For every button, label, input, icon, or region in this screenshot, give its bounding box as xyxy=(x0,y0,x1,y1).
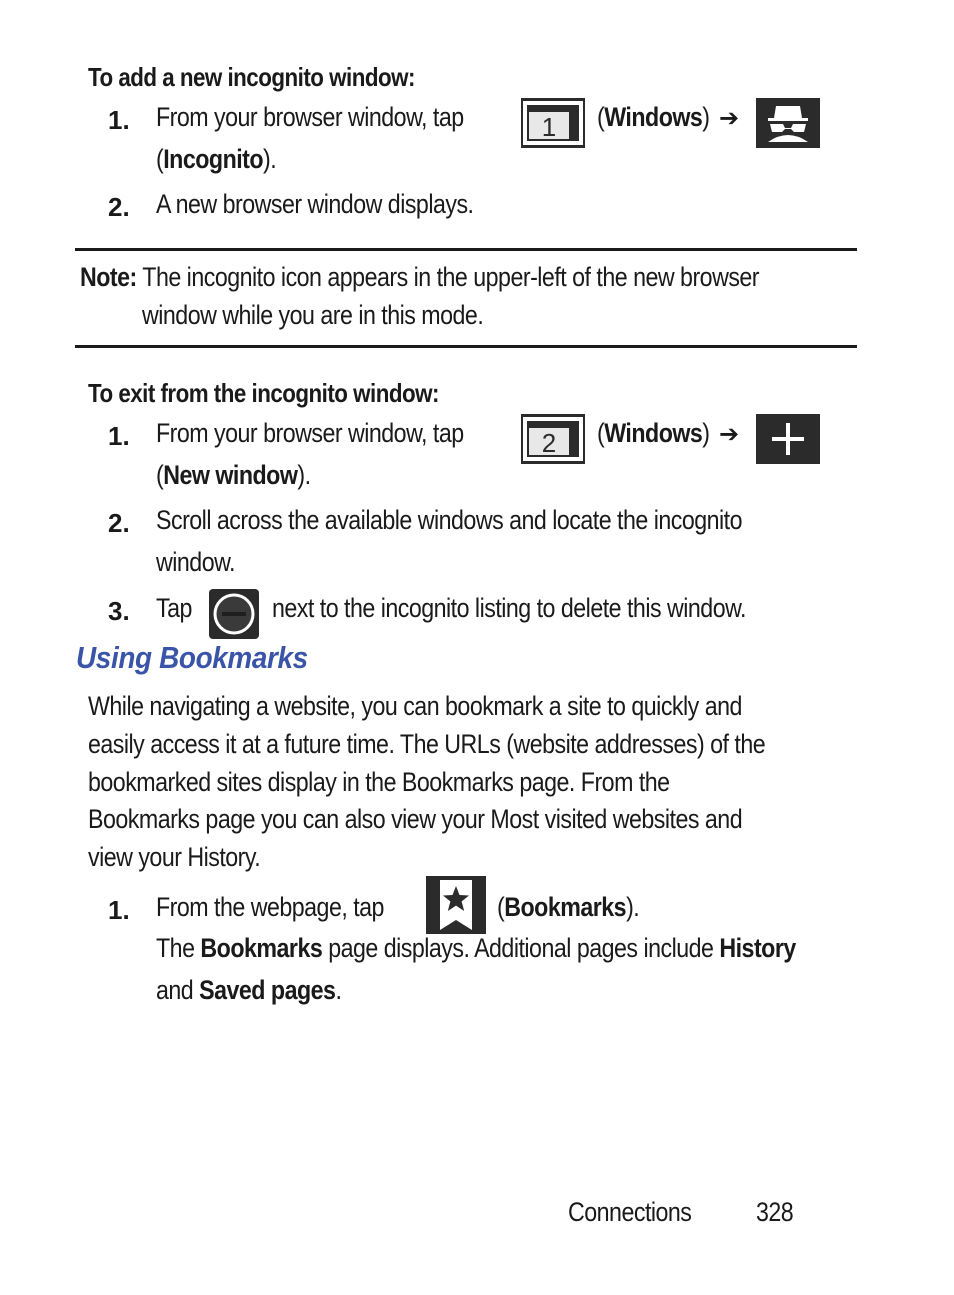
bookmark-star-icon xyxy=(426,876,486,934)
windows-icon-digit: 1 xyxy=(541,112,557,142)
arrow-icon: ➔ xyxy=(719,421,740,448)
step-number: 1. xyxy=(108,105,130,135)
windows-icon-digit: 2 xyxy=(541,428,557,458)
bookmarks-label: Bookmarks xyxy=(504,892,627,922)
step-text: window. xyxy=(156,547,235,577)
page-number: 328 xyxy=(756,1197,794,1227)
note-top-rule xyxy=(75,248,857,251)
footer-section-name: Connections xyxy=(568,1197,692,1227)
paragraph-line: bookmarked sites display in the Bookmarks page. From the xyxy=(88,767,670,797)
new-window-ref: (New window). xyxy=(156,460,311,490)
section-title: Using Bookmarks xyxy=(76,640,308,675)
note-line-1: Note: The incognito icon appears in the upper-left of the new browser xyxy=(80,262,760,292)
incognito-label: Incognito xyxy=(163,144,264,174)
step-text: next to the incognito listing to delete this window. xyxy=(272,593,747,623)
step-text: From your browser window, tap xyxy=(156,418,464,448)
step-text: From the webpage, tap xyxy=(156,892,384,922)
exit-incognito-heading: To exit from the incognito window: xyxy=(88,378,439,408)
paragraph-line: view your History. xyxy=(88,842,261,872)
windows-ref: (Windows) xyxy=(597,102,710,132)
step-number: 3. xyxy=(108,596,130,626)
note-line-2: window while you are in this mode. xyxy=(142,300,484,330)
note-label: Note: xyxy=(80,262,137,292)
step-text: Tap xyxy=(156,593,192,623)
step-number: 1. xyxy=(108,895,130,925)
arrow-icon: ➔ xyxy=(719,105,740,132)
delete-minus-icon xyxy=(209,589,259,639)
paragraph-line: While navigating a website, you can bookmark a site to quickly and xyxy=(88,691,742,721)
windows-icon xyxy=(521,98,585,148)
step-text: The Bookmarks page displays. Additional pages include History xyxy=(156,933,796,963)
add-incognito-heading: To add a new incognito window: xyxy=(88,62,415,92)
step-text: Scroll across the available windows and locate the incognito xyxy=(156,505,743,535)
windows-label: Windows xyxy=(604,102,703,132)
incognito-ref: (Incognito). xyxy=(156,144,277,174)
incognito-icon xyxy=(756,98,820,148)
bookmarks-ref: (Bookmarks). xyxy=(497,892,640,922)
plus-icon xyxy=(756,414,820,464)
step-number: 2. xyxy=(108,508,130,538)
windows-ref: (Windows) xyxy=(597,418,710,448)
step-text: and Saved pages. xyxy=(156,975,342,1005)
paragraph-line: Bookmarks page you can also view your Most visited websites and xyxy=(88,804,743,834)
step-number: 1. xyxy=(108,421,130,451)
paragraph-line: easily access it at a future time. The URLs (website addresses) of the xyxy=(88,729,766,759)
windows-label: Windows xyxy=(604,418,703,448)
new-window-label: New window xyxy=(163,460,298,490)
step-text: A new browser window displays. xyxy=(156,189,474,219)
step-text: From your browser window, tap xyxy=(156,102,464,132)
note-bottom-rule xyxy=(75,345,857,348)
step-number: 2. xyxy=(108,192,130,222)
windows-icon xyxy=(521,414,585,464)
